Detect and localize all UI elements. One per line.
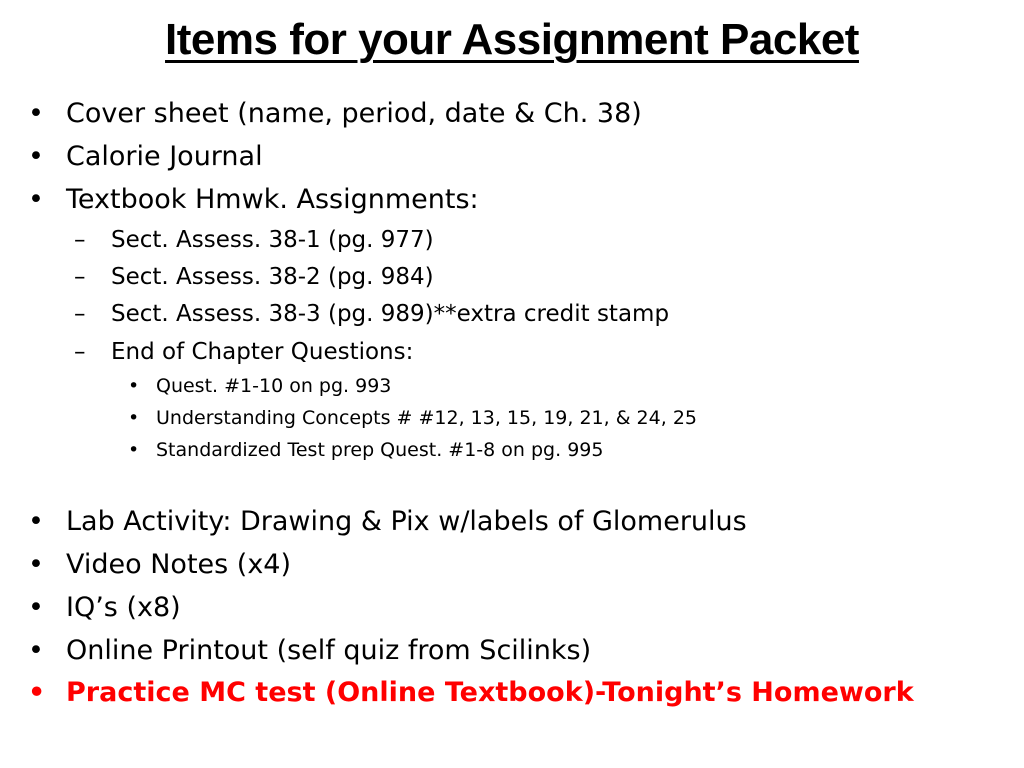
list-item-text: Understanding Concepts # #12, 13, 15, 19, 21, & 24, 25 bbox=[156, 407, 697, 429]
list-item-text: Sect. Assess. 38-2 (pg. 984) bbox=[111, 264, 434, 290]
list-item-text: Online Printout (self quiz from Scilinks) bbox=[66, 635, 592, 666]
list-item-text: Lab Activity: Drawing & Pix w/labels of Glomerulus bbox=[66, 506, 747, 537]
list-item-text: Video Notes (x4) bbox=[66, 549, 292, 580]
list-item-text: Textbook Hmwk. Assignments: bbox=[66, 184, 479, 215]
bullet-icon: • bbox=[28, 549, 44, 580]
dash-icon: – bbox=[74, 264, 86, 290]
bullet-icon: • bbox=[28, 635, 44, 666]
bullet-icon: • bbox=[28, 184, 44, 215]
list-item-text: Sect. Assess. 38-1 (pg. 977) bbox=[111, 227, 434, 253]
list-item-text: Practice MC test (Online Textbook)-Tonight’s Homework bbox=[66, 677, 914, 708]
list-item-text: Calorie Journal bbox=[66, 141, 263, 172]
bullet-icon: • bbox=[128, 439, 140, 461]
bullet-icon: • bbox=[128, 375, 140, 397]
bullet-icon: • bbox=[28, 677, 46, 708]
list-item-text: End of Chapter Questions: bbox=[111, 339, 414, 365]
bullet-icon: • bbox=[28, 141, 44, 172]
dash-icon: – bbox=[74, 339, 86, 365]
list-item-text: Standardized Test prep Quest. #1-8 on pg. 995 bbox=[156, 439, 604, 461]
list-item-text: IQ’s (x8) bbox=[66, 592, 181, 623]
list-item-text: Quest. #1-10 on pg. 993 bbox=[156, 375, 392, 397]
bullet-icon: • bbox=[28, 506, 44, 537]
bullet-icon: • bbox=[128, 407, 140, 429]
list-item-text: Cover sheet (name, period, date & Ch. 38) bbox=[66, 98, 642, 129]
list-item-text: Sect. Assess. 38-3 (pg. 989)**extra credit stamp bbox=[111, 301, 670, 327]
slide-title: Items for your Assignment Packet bbox=[165, 15, 859, 64]
bullet-icon: • bbox=[28, 592, 44, 623]
dash-icon: – bbox=[74, 301, 86, 327]
dash-icon: – bbox=[74, 227, 86, 253]
bullet-icon: • bbox=[28, 98, 44, 129]
